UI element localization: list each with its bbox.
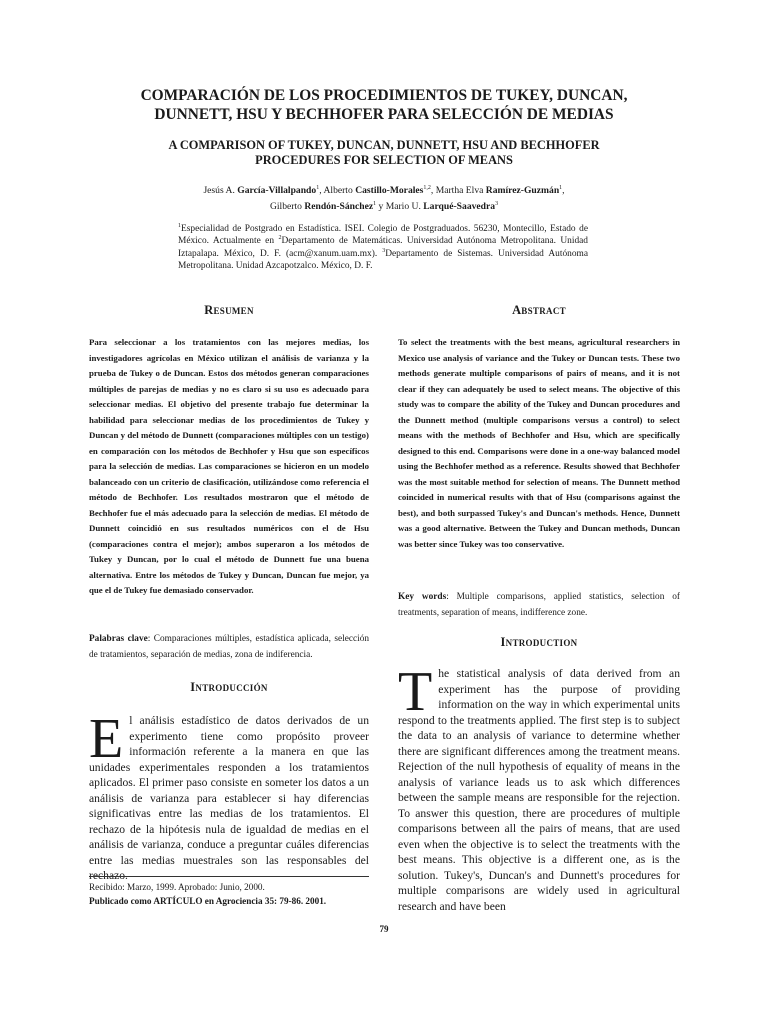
spanish-title-line-1: COMPARACIÓN DE LOS PROCEDIMIENTOS DE TUKEY, DUNCAN, xyxy=(140,87,628,104)
author-4-sup: 1 xyxy=(373,200,377,207)
footnote-rule xyxy=(89,876,369,877)
abstract-section xyxy=(398,303,680,552)
affiliation-3-sup: 3 xyxy=(382,247,386,254)
author-line-2 xyxy=(150,199,618,215)
key-words-text: : Multiple comparisons, applied statistics, selection of treatments, separation of means, indifference zone. xyxy=(398,592,680,618)
author-5-sup: 3 xyxy=(495,200,499,207)
author-conjunction: y xyxy=(378,201,384,212)
palabras-clave-text: : Comparaciones múltiples, estadística aplicada, selección de tratamientos, separación de medias, zona de indiferencia. xyxy=(89,634,369,660)
author-1-sup: 1 xyxy=(316,184,320,191)
abstract-text: To select the treatments with the best means, agricultural researchers in Mexico use analysis of variance and the Tukey or Duncan tests. These two methods generate multiple comparisons of pairs of means, and it is not clear if they can adequately be used to select means. The objective of this study was to compare the ability of the Tukey and Duncan procedures and the Dunnett method (multiple comparisons versus a control) to select means with the methods of Bechhofer and Hsu, which are specifically designed to this end. Comparisons were done in a one-way balanced model using the Bechhofer method as a reference. Results showed that Bechhofer was the most suitable method for selection of means. The Dunnett method coincided in numerical results with that of Hsu (comparisons against the best), and both surpassed Tukey's and Duncan's methods. Hence, Dunnett was a good alternative. Between the Tukey and Duncan methods, Duncan was better since Tukey was too conservative. xyxy=(398,337,680,549)
footnote xyxy=(89,881,379,908)
introduction-section xyxy=(398,635,680,914)
author-3-last: Ramírez-Guzmán xyxy=(485,185,560,196)
introduccion-dropcap: E xyxy=(89,708,124,770)
resumen-text: Para seleccionar a los tratamientos con las mejores medias, los investigadores agrícolas en México utilizan el análisis de varianza y la prueba de Tukey o de Duncan. Estos dos métodos generan comparaciones múltiples de parejas de medias y no es claro si su uso es adecuado para seleccionar medias. El objetivo del presente trabajo fue determinar la habilidad para seleccionar medias de los procedimientos de Tukey y Duncan y del método de Dunnett (comparaciones múltiples con un testigo) en comparación con los métodos de Bechhofer y Hsu que son específicos para la selección de medias. Las comparaciones se hicieron en un modelo balanceado con un criterio de clasificación, utilizándose como referencia el método de Bechhofer. Los resultados mostraron que el método de Bechhofer fue el más adecuado para la selección de medias. El método de Dunnett coincidió en sus resultados numéricos con el de Hsu (comparaciones contra el mejor); ambos superaron a los métodos de Tukey y Duncan, por lo cual el método de Dunnett fue una buena alternativa. Entre los métodos de Tukey y Duncan, Duncan fue mejor, ya que el de Tukey fue demasiado conservador. xyxy=(89,337,369,595)
author-4-first: Gilberto xyxy=(269,201,302,212)
affiliations xyxy=(178,223,588,273)
english-title xyxy=(120,138,648,168)
resumen-heading: Resumen xyxy=(204,303,254,317)
key-words xyxy=(398,590,680,621)
introduction-dropcap: T xyxy=(398,661,433,723)
introduction-heading: Introduction xyxy=(500,635,578,649)
affiliation-2: Departamento de Matemáticas. Universidad Autónoma Metropolitana. Unidad Iztapalapa. México, D. F. (acm@xanum.uam.mx). xyxy=(178,236,588,259)
author-3-first: Martha Elva xyxy=(435,185,484,196)
introduccion-body: l análisis estadístico de datos derivados de un experimento tiene como propósito proveer información referente a la manera en que las unidades experimentales responden a los tratamientos aplicados. El primer paso consiste en someter los datos a un análisis de varianza para establecer si hay diferencias significativas entre las medias de los tratamientos. El rechazo de la hipótesis nula de igualdad de medias en el análisis de varianza, conduce a preguntar cuáles diferencias entre las medias muestrales son las responsables del rechazo. xyxy=(89,714,369,882)
author-2-first: Alberto xyxy=(323,185,353,196)
introduction-body: he statistical analysis of data derived from an experiment has the purpose of providing information on the way in which experimental units respond to the treatments applied. The first step is to subject the data to an analysis of variance to determine whether there are significant differences among the treatment means. Rejection of the null hypothesis of equality of means in the analysis of variance leads us to ask which differences between the sample means are responsible for the rejection. To answer this question, there are procedures of multiple comparisons between all the pairs of means, that are used even when the objective is to select the treatments with the best means. This objective is a different one, as is the solution. Tukey's, Duncan's and Dunnett's procedures for multiple comparisons are widely used in agricultural research and have been xyxy=(398,667,680,913)
author-2-last: Castillo-Morales xyxy=(355,185,424,196)
affiliation-3: Departamento de Sistemas. Universidad Autónoma Metropolitana. Unidad Azcapotzalco. México, D. F. xyxy=(178,248,588,272)
palabras-clave xyxy=(89,632,369,663)
author-4-last: Rendón-Sánchez xyxy=(304,201,374,212)
abstract-heading: Abstract xyxy=(512,303,566,317)
english-title-line-2: PROCEDURES FOR SELECTION OF MEANS xyxy=(255,153,513,167)
introduction-text xyxy=(398,661,680,914)
author-1-last: García-Villalpando xyxy=(237,185,317,196)
affiliation-1: Especialidad de Postgrado en Estadística. ISEI. Colegio de Postgraduados. 56230, Montecillo, Estado de México. Actualmente en xyxy=(178,224,588,247)
introduccion-heading: Introducción xyxy=(190,680,268,694)
author-1-first: Jesús A. xyxy=(203,185,235,196)
publication-info: Publicado como ARTÍCULO en Agrociencia 35: 79-86. 2001. xyxy=(89,895,327,906)
author-list xyxy=(150,183,618,215)
author-5-last: Larqué-Saavedra xyxy=(423,201,496,212)
english-title-line-1: A COMPARISON OF TUKEY, DUNCAN, DUNNETT, HSU AND BECHHOFER xyxy=(168,138,600,152)
palabras-clave-label: Palabras clave xyxy=(89,634,148,644)
resumen-section xyxy=(89,303,369,599)
author-2-sup: 1,2 xyxy=(423,184,431,191)
spanish-title-line-2: DUNNETT, HSU Y BECHHOFER PARA SELECCIÓN DE MEDIAS xyxy=(154,106,614,123)
received-date: Recibido: Marzo, 1999. Aprobado: Junio, 2000. xyxy=(89,882,265,892)
introduccion-text xyxy=(89,708,369,884)
author-line-1: Jesús A. García-Villalpando$^1$, Alberto Castillo-Morales$^{1,2}$, Martha Elva Ramírez-Guzmán$^1$, xyxy=(203,184,565,196)
affiliation-2-sup: 2 xyxy=(278,235,282,242)
page-number: 79 xyxy=(379,924,389,934)
affiliation-1-sup: 1 xyxy=(178,222,181,229)
spanish-title xyxy=(100,86,668,124)
author-5-first: Mario U. xyxy=(385,201,421,212)
introduccion-section xyxy=(89,680,369,884)
author-3-sup: 1 xyxy=(559,184,563,191)
key-words-label: Key words xyxy=(398,592,447,602)
